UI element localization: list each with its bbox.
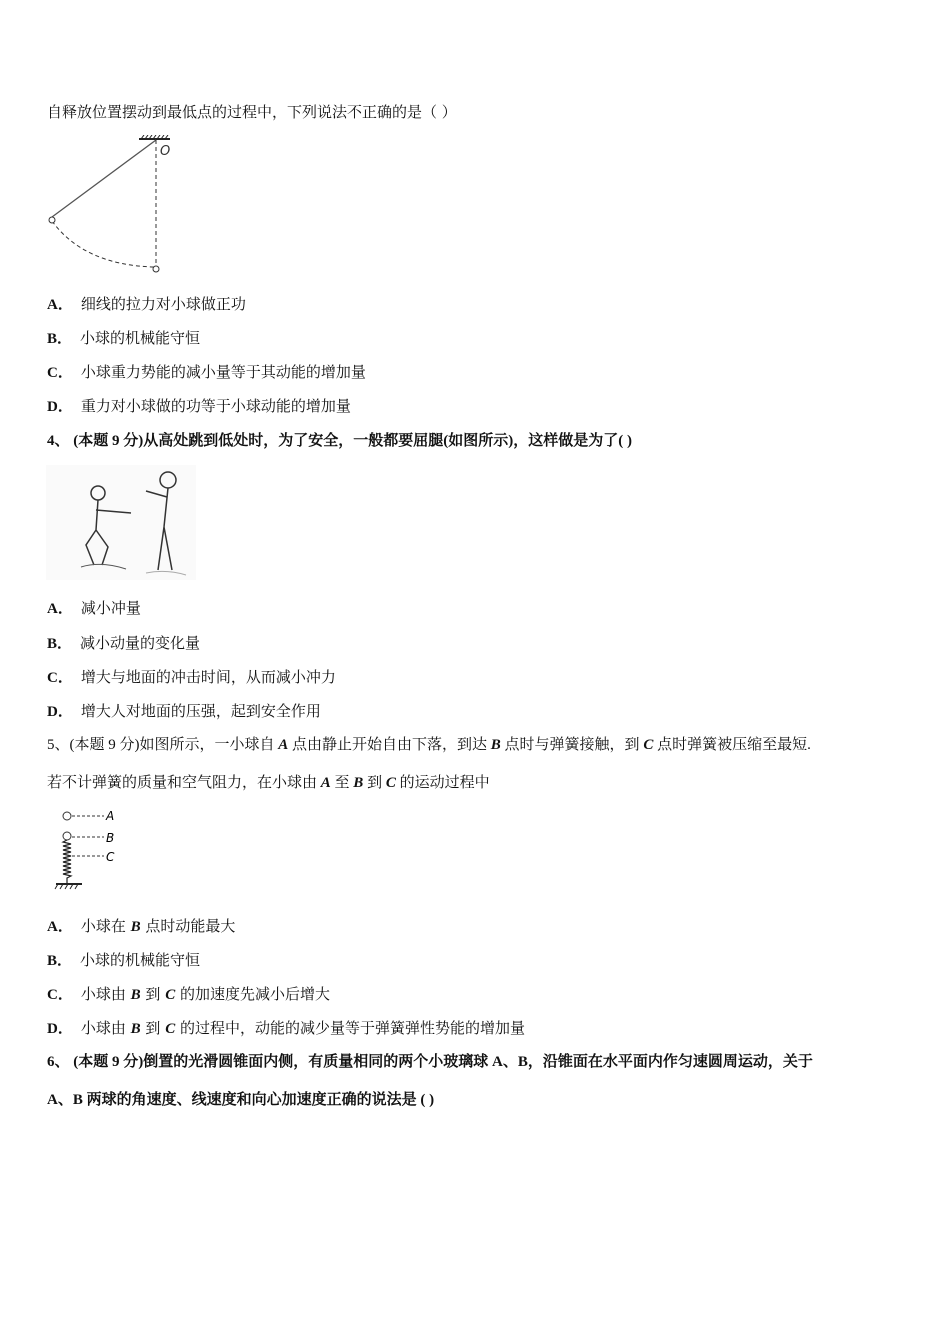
q5-option-c[interactable]: C． 小球由 B 到 C 的加速度先减小后增大 bbox=[47, 985, 330, 1003]
question-6-stem-line1: 6、 (本题 9 分)倒置的光滑圆锥面内侧，有质量相同的两个小玻璃球 A、B，沿锥面在水平面内作匀速圆周运动，关于 bbox=[47, 1054, 813, 1070]
label-c: C bbox=[106, 850, 115, 864]
q4-option-d[interactable]: D． 增大人对地面的压强，起到安全作用 bbox=[47, 702, 321, 720]
spring-figure bbox=[52, 808, 127, 890]
q3-option-d[interactable]: D． 重力对小球做的功等于小球动能的增加量 bbox=[47, 397, 351, 415]
point-o-label: O bbox=[160, 144, 171, 159]
q3-option-a[interactable]: A． 细线的拉力对小球做正功 bbox=[47, 295, 246, 313]
q3-option-c[interactable]: C． 小球重力势能的减小量等于其动能的增加量 bbox=[47, 363, 366, 381]
question-3-stem: 自释放位置摆动到最低点的过程中，下列说法不正确的是（ ） bbox=[47, 103, 457, 121]
question-4-stem: 4、 (本题 9 分)从高处跳到低处时，为了安全，一般都要屈腿(如图所示)，这样做是为了( ) bbox=[47, 433, 632, 449]
q5-option-a[interactable]: A． 小球在 B 点时动能最大 bbox=[47, 917, 236, 935]
q3-option-b[interactable]: B． 小球的机械能守恒 bbox=[47, 329, 201, 347]
question-5-stem-line2: 若不计弹簧的质量和空气阻力，在小球由 A 至 B 到 C 的运动过程中 bbox=[47, 775, 490, 791]
q5-option-b[interactable]: B． 小球的机械能守恒 bbox=[47, 951, 201, 969]
q4-option-c[interactable]: C． 增大与地面的冲击时间，从而减小冲力 bbox=[47, 668, 336, 686]
q4-option-a[interactable]: A． 减小冲量 bbox=[47, 599, 141, 617]
q4-option-b[interactable]: B． 减小动量的变化量 bbox=[47, 634, 201, 652]
label-b: B bbox=[106, 831, 115, 845]
question-5-stem-line1: 5、(本题 9 分)如图所示，一小球自 A 点由静止开始自由下落，到达 B 点时与弹簧接触，到 C 点时弹簧被压缩至最短. bbox=[47, 737, 811, 753]
q5-option-d[interactable]: D． 小球由 B 到 C 的过程中，动能的减少量等于弹簧弹性势能的增加量 bbox=[47, 1019, 525, 1037]
label-a: A bbox=[106, 809, 115, 823]
jumping-person-figure bbox=[46, 465, 196, 580]
pendulum-figure bbox=[44, 135, 174, 277]
question-6-stem-line2: A、B 两球的角速度、线速度和向心加速度正确的说法是 ( ) bbox=[47, 1092, 435, 1108]
